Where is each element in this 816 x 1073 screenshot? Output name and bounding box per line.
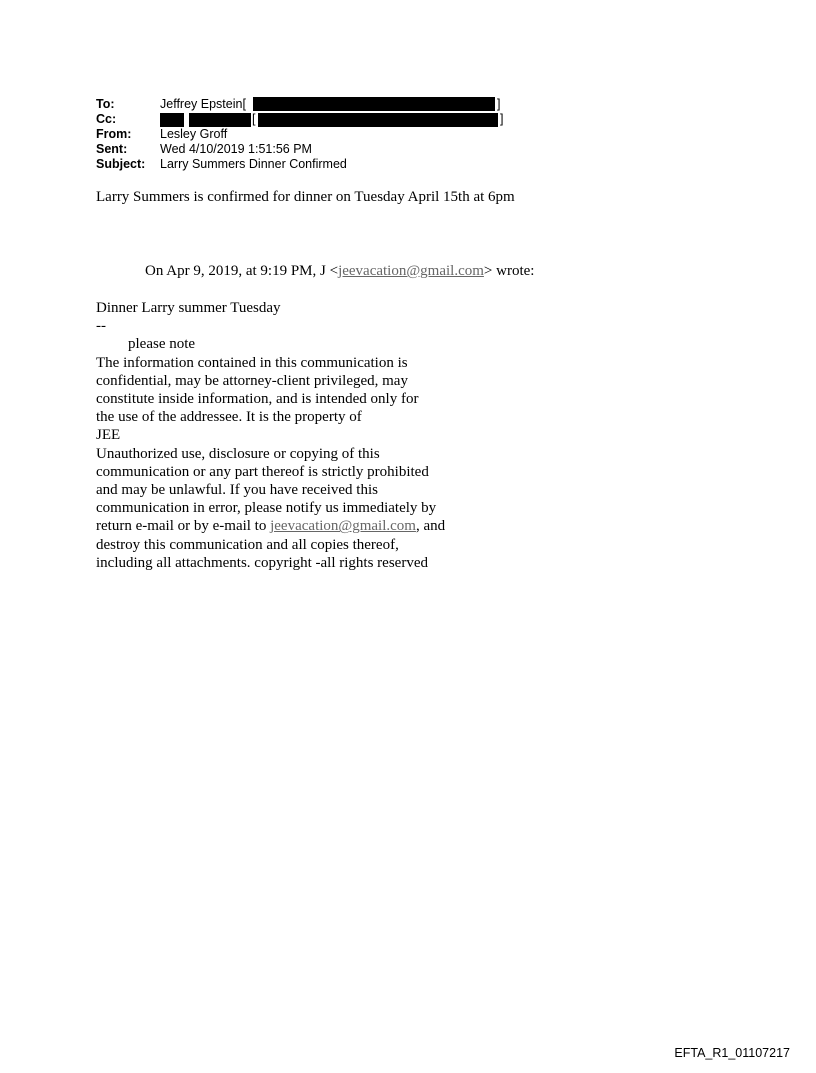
from-label: From: (96, 127, 132, 141)
subject-value: Larry Summers Dinner Confirmed (160, 157, 347, 171)
bracket-close: ] (497, 97, 501, 111)
quoted-message-block (96, 299, 445, 572)
to-label: To: (96, 97, 115, 111)
disclaimer-line: the use of the addressee. It is the property of (96, 409, 362, 426)
bracket-close: ] (500, 112, 504, 126)
disclaimer-line: The information contained in this communication is (96, 354, 408, 371)
quote-email-link[interactable]: jeevacation@gmail.com (338, 263, 484, 279)
subject-label: Subject: (96, 157, 146, 171)
separator: -- (96, 318, 106, 335)
disclaimer-line: destroy this communication and all copies thereof, (96, 536, 399, 553)
message-body: Larry Summers is confirmed for dinner on Tuesday April 15th at 6pm (96, 189, 515, 205)
from-value: Lesley Groff (160, 127, 228, 141)
disclaimer-line: constitute inside information, and is intended only for (96, 391, 419, 408)
return-email-link[interactable]: jeevacation@gmail.com (270, 518, 416, 535)
disclaimer-line: JEE (96, 427, 121, 444)
cc-label: Cc: (96, 112, 117, 126)
redaction-box (258, 113, 498, 127)
disclaimer-line: Unauthorized use, disclosure or copying of this (96, 445, 380, 462)
sent-label: Sent: (96, 142, 128, 156)
bracket-open: [ (252, 112, 256, 126)
disclaimer-line: including all attachments. copyright -all rights reserved (96, 554, 428, 571)
sent-value: Wed 4/10/2019 1:51:56 PM (160, 142, 312, 156)
quote-suffix: > wrote: (483, 263, 535, 279)
disclaimer-line: and may be unlawful. If you have received this (96, 482, 378, 499)
redaction-box (253, 97, 495, 111)
disclaimer-line: confidential, may be attorney-client privileged, may (96, 372, 408, 389)
document-id: EFTA_R1_01107217 (674, 1046, 790, 1060)
disclaimer-line: communication in error, please notify us immediately by (96, 500, 437, 517)
return-prefix: return e-mail or by e-mail to (96, 518, 271, 535)
note-heading: please note (128, 336, 196, 353)
disclaimer-return-line (96, 517, 445, 535)
return-suffix: , and (415, 518, 446, 535)
redaction-box (160, 113, 184, 127)
redaction-box (189, 113, 251, 127)
quote-attribution (145, 262, 534, 280)
quote-prefix: On Apr 9, 2019, at 9:19 PM, J < (145, 263, 339, 279)
to-value: Jeffrey Epstein[ (160, 97, 246, 111)
disclaimer-line: communication or any part thereof is strictly prohibited (96, 463, 429, 480)
quoted-message: Dinner Larry summer Tuesday (96, 300, 281, 316)
